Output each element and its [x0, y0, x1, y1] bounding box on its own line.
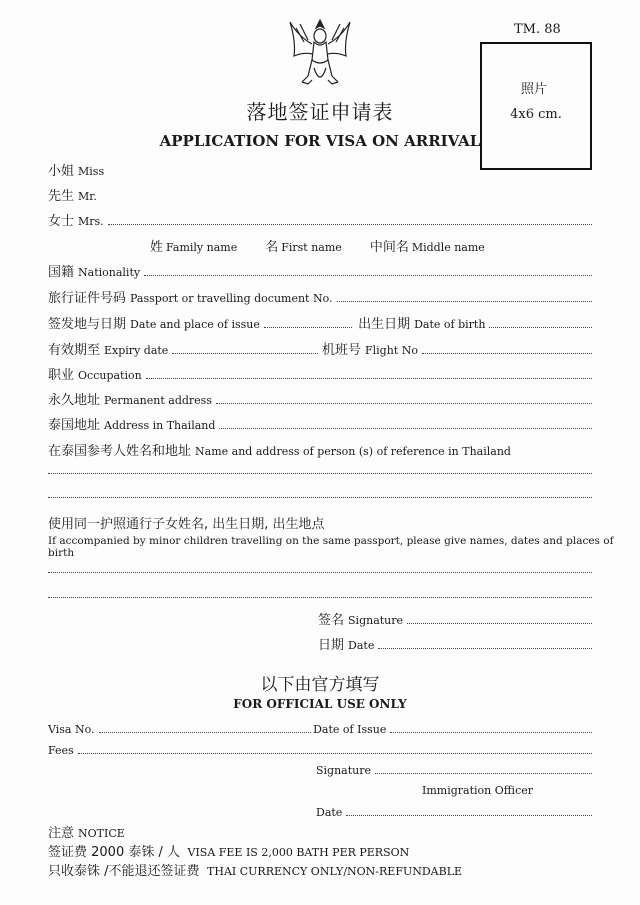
field-mr[interactable] [48, 185, 99, 204]
address-thailand-line[interactable] [219, 418, 592, 429]
official-signature-row[interactable] [316, 763, 592, 777]
notice-currency-en: THAI CURRENCY ONLY/NON-REFUNDABLE [207, 865, 463, 878]
nationality-line[interactable] [144, 265, 592, 276]
date-place-issue-line[interactable] [264, 317, 352, 328]
official-visa-no-label: Visa No. [48, 723, 95, 736]
date-of-birth-en: Date of birth [414, 318, 486, 331]
expiry-date-en: Expiry date [104, 344, 169, 357]
field-passport[interactable] [48, 287, 592, 306]
field-reference-person [48, 440, 592, 459]
expiry-date-line[interactable] [172, 343, 318, 354]
notice-currency-zh: 只收泰铢 /不能退还签证费 [48, 864, 200, 879]
date-place-issue-zh: 签发地与日期 [48, 317, 127, 332]
reference-person-zh: 在泰国参考人姓名和地址 [48, 444, 192, 459]
permanent-address-zh: 永久地址 [48, 393, 101, 408]
official-fees-line[interactable] [78, 743, 592, 754]
first-name-zh: 名 [265, 240, 279, 255]
reference-line-2[interactable] [48, 496, 592, 498]
date-zh: 日期 [318, 638, 345, 653]
signature-zh: 签名 [318, 613, 345, 628]
field-mrs-en: Mrs. [78, 215, 104, 228]
occupation-zh: 职业 [48, 368, 75, 383]
field-miss[interactable] [48, 160, 106, 179]
children-line-1[interactable] [48, 571, 592, 573]
official-visa-no-line[interactable] [99, 722, 312, 733]
nationality-en: Nationality [78, 266, 141, 279]
field-issue-birth [48, 313, 592, 332]
notice-fee [48, 841, 409, 860]
official-title-zh: 以下由官方填写 [260, 675, 380, 695]
official-title-en: FOR OFFICIAL USE ONLY [233, 697, 407, 711]
notice-fee-zh: 签证费 2000 泰铢 / 人 [48, 845, 180, 860]
date-place-issue-en: Date and place of issue [130, 318, 260, 331]
signature-line[interactable] [407, 613, 592, 624]
field-signature[interactable] [318, 609, 592, 628]
title-en: APPLICATION FOR VISA ON ARRIVAL [159, 132, 481, 150]
official-date-row[interactable] [316, 805, 592, 819]
permanent-address-line[interactable] [216, 393, 592, 404]
field-mr-en: Mr. [78, 190, 97, 203]
official-date-of-issue-label: Date of Issue [313, 723, 387, 736]
official-date-line[interactable] [346, 805, 592, 816]
title-zh: 落地签证申请表 [246, 100, 394, 124]
field-expiry-flight [48, 339, 592, 358]
permanent-address-en: Permanent address [104, 394, 212, 407]
official-fees-row[interactable] [48, 743, 592, 757]
field-nationality[interactable] [48, 261, 592, 280]
official-date-of-issue-line[interactable] [390, 722, 592, 733]
notice-title-en: NOTICE [78, 827, 125, 840]
first-name-en: First name [281, 241, 342, 254]
photo-label: 照片 [520, 82, 547, 97]
signature-en: Signature [348, 614, 404, 627]
notice-currency [48, 860, 462, 879]
field-address-thailand[interactable] [48, 414, 592, 433]
flight-no-zh: 机班号 [322, 343, 362, 358]
field-miss-en: Miss [78, 165, 105, 178]
official-signature-label: Signature [316, 764, 372, 777]
immigration-officer-label: Immigration Officer [422, 784, 534, 797]
occupation-en: Occupation [78, 369, 142, 382]
official-fees-label: Fees [48, 744, 74, 757]
reference-person-en: Name and address of person (s) of reference in Thailand [195, 445, 511, 458]
field-mr-zh: 先生 [48, 189, 75, 204]
passport-line[interactable] [337, 291, 592, 302]
address-thailand-zh: 泰国地址 [48, 418, 101, 433]
address-thailand-en: Address in Thailand [104, 419, 216, 432]
field-mrs-zh: 女士 [48, 214, 75, 229]
garuda-emblem-icon [286, 16, 354, 88]
children-en: If accompanied by minor children travelling on the same passport, please give names, dates and places of birth [48, 535, 614, 559]
name-parts-labels [150, 236, 485, 255]
notice-title [48, 822, 125, 841]
passport-zh: 旅行证件号码 [48, 291, 127, 306]
date-line[interactable] [378, 638, 592, 649]
field-date[interactable] [318, 634, 592, 653]
family-name-en: Family name [166, 241, 238, 254]
field-mrs[interactable] [48, 210, 592, 229]
field-miss-zh: 小姐 [48, 164, 75, 179]
notice-title-zh: 注意 [48, 826, 75, 841]
flight-no-en: Flight No [365, 344, 418, 357]
field-mrs-line[interactable] [108, 214, 592, 225]
children-line-2[interactable] [48, 596, 592, 598]
date-of-birth-zh: 出生日期 [358, 317, 411, 332]
official-visa-row [48, 722, 592, 736]
official-date-label: Date [316, 806, 343, 819]
passport-en: Passport or travelling document No. [130, 292, 333, 305]
official-signature-line[interactable] [375, 763, 592, 774]
field-permanent-address[interactable] [48, 389, 592, 408]
nationality-zh: 国籍 [48, 265, 75, 280]
children-zh: 使用同一护照通行子女姓名, 出生日期, 出生地点 [48, 517, 325, 532]
middle-name-en: Middle name [411, 241, 485, 254]
notice-fee-en: VISA FEE IS 2,000 BATH PER PERSON [187, 846, 410, 859]
date-en: Date [348, 639, 375, 652]
family-name-zh: 姓 [150, 240, 164, 255]
reference-line-1[interactable] [48, 472, 592, 474]
date-of-birth-line[interactable] [489, 317, 592, 328]
expiry-date-zh: 有效期至 [48, 343, 101, 358]
occupation-line[interactable] [146, 368, 592, 379]
form-code: TM. 88 [514, 22, 561, 37]
flight-no-line[interactable] [422, 343, 592, 354]
field-occupation[interactable] [48, 364, 592, 383]
middle-name-zh: 中间名 [369, 240, 409, 255]
photo-size: 4x6 cm. [510, 107, 562, 122]
